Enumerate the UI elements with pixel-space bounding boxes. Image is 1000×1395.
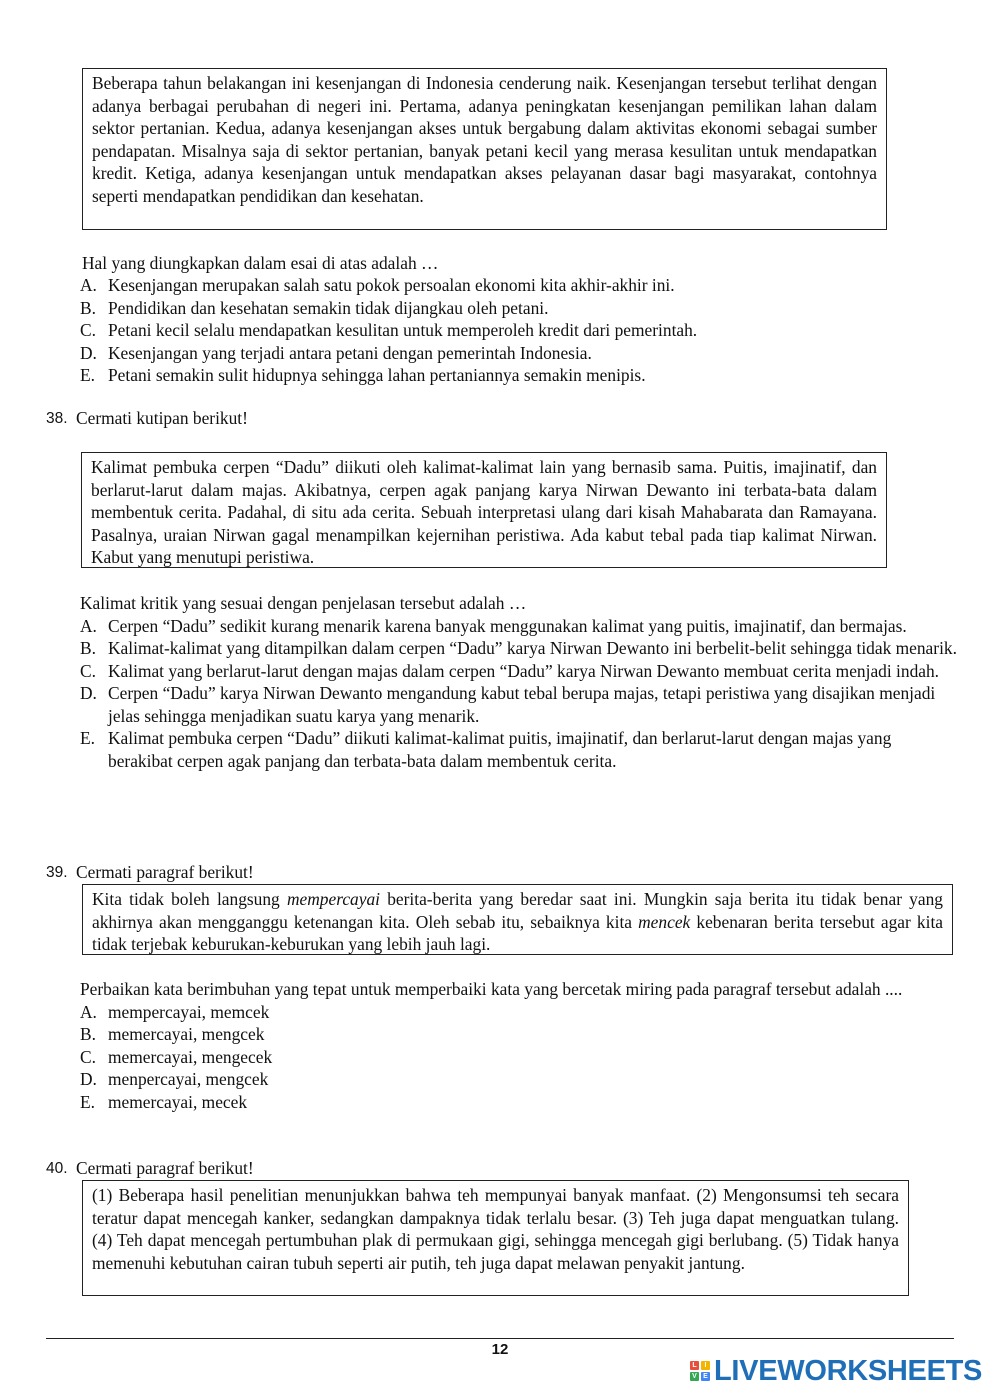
option-text: menpercayai, mengcek (108, 1069, 269, 1089)
q39-option-e[interactable] (80, 1091, 953, 1114)
q39-italic-word-1: mempercayai (286, 889, 380, 909)
q37-passage-box (82, 68, 887, 230)
option-text: Cerpen “Dadu” sedikit kurang menarik karena banyak menggunakan kalimat yang puitis, imajinatif, dan bermajas. (108, 615, 907, 636)
q38-passage: Kalimat pembuka cerpen “Dadu” diikuti oleh kalimat-kalimat lain yang bernasib sama. Puitis, imajinatif, dan berlarut-larut dalam majas. Akibatnya, cerpen agak panjang karya Nirwan Dewanto ini terbata-bata dalam membentuk cerita. Padahal, di situ ada cerita. Sebuah interpretasi ulang dari kisah Mahabarata dan Ramayana. Pasalnya, uraian Nirwan gagal menampilkan kejernihan peristiwa. Ada kabut tebal pada tiap kalimat Nirwan. Kabut yang menutupi peristiwa. (91, 457, 877, 567)
q38-option-e[interactable] (80, 727, 960, 772)
q40-passage-box (82, 1180, 909, 1296)
option-letter: B. (80, 638, 96, 658)
option-letter: D. (80, 1069, 97, 1089)
option-text: Kesenjangan merupakan salah satu pokok persoalan ekonomi kita akhir-akhir ini. (108, 275, 675, 295)
logo-letter-i: I (701, 1361, 710, 1370)
option-text: Kesenjangan yang terjadi antara petani dengan pemerintah Indonesia. (108, 342, 592, 363)
q37-option-e[interactable] (80, 364, 960, 387)
q39-passage (92, 888, 943, 956)
option-letter: D. (80, 342, 97, 363)
page-number: 12 (491, 1341, 509, 1358)
q37-option-c[interactable] (80, 319, 960, 342)
q37-stem: Hal yang diungkapkan dalam esai di atas adalah … (82, 253, 439, 273)
logo-wordmark: LIVEWORKSHEETS (714, 1354, 983, 1387)
option-text: Kalimat pembuka cerpen “Dadu” diikuti kalimat-kalimat puitis, imajinatif, dan berlarut-larut dengan majas yang berakibat cerpen agak panjang dan terbata-bata dalam membentuk cerita. (108, 728, 892, 771)
q40-title: Cermati paragraf berikut! (76, 1158, 254, 1178)
option-letter: E. (80, 1091, 95, 1112)
q40-passage: (1) Beberapa hasil penelitian menunjukkan bahwa teh mempunyai banyak manfaat. (2) Mengonsumsi teh secara teratur dapat mencegah kanker, sedangkan dampaknya tidak terlalu besar. (3) Teh juga dapat menguatkan tulang. (4) Teh dapat mencegah pertumbuhan plak di permukaan gigi, sehingga mencegah gigi berlubang. (5) Tidak hanya memenuhi kebutuhan cairan tubuh seperti air putih, teh juga dapat melawan penyakit jantung. (92, 1185, 899, 1273)
option-letter: E. (80, 728, 95, 748)
q38-passage-box (81, 452, 887, 568)
logo-letter-v: V (690, 1372, 699, 1381)
q39-number: 39. (46, 864, 68, 881)
q39-option-c[interactable] (80, 1046, 953, 1069)
option-letter: C. (80, 1046, 96, 1067)
option-letter: A. (80, 1001, 97, 1022)
q39-italic-word-2: mencek (638, 911, 691, 932)
q38-option-d[interactable] (80, 682, 960, 727)
q39-stem: Perbaikan kata berimbuhan yang tepat untuk memperbaiki kata yang bercetak miring pada paragraf tersebut adalah .... (80, 979, 903, 999)
q39-option-d[interactable] (80, 1068, 953, 1091)
option-letter: C. (80, 660, 96, 681)
logo-letter-e: E (701, 1372, 710, 1381)
q39-option-a[interactable] (80, 1001, 953, 1024)
q37-option-b[interactable] (80, 297, 960, 320)
logo-icon (690, 1361, 710, 1381)
option-letter: C. (80, 320, 96, 340)
option-text: memercayai, mengecek (108, 1046, 273, 1067)
option-letter: B. (80, 1024, 96, 1044)
q37-option-a[interactable] (80, 274, 960, 297)
q39-question (80, 978, 953, 1113)
q38-number: 38. (46, 410, 68, 427)
option-letter: A. (80, 615, 97, 636)
q38-title: Cermati kutipan berikut! (76, 408, 248, 428)
option-text: Petani kecil selalu mendapatkan kesulitan untuk memperoleh kredit dari pemerintah. (108, 320, 698, 340)
q38-option-c[interactable] (80, 660, 960, 683)
option-letter: A. (80, 275, 97, 295)
option-text: memercayai, mengcek (108, 1024, 265, 1044)
q39-title: Cermati paragraf berikut! (76, 862, 254, 882)
q38-option-b[interactable] (80, 637, 960, 660)
liveworksheets-logo[interactable] (690, 1355, 982, 1387)
option-letter: D. (80, 683, 97, 703)
q39-passage-part3: kebenaran berita tersebut agar kita tidak terjebak keburukan-keburukan yang lebih jauh lagi. (92, 911, 943, 954)
logo-letter-l: L (690, 1361, 699, 1370)
q39-passage-box (82, 884, 953, 955)
option-letter: E. (80, 365, 95, 385)
option-text: Petani semakin sulit hidupnya sehingga lahan pertaniannya semakin menipis. (108, 365, 646, 385)
option-text: memercayai, mecek (108, 1091, 248, 1112)
option-text: Pendidikan dan kesehatan semakin tidak dijangkau oleh petani. (108, 297, 549, 318)
q39-passage-part1: Kita tidak boleh langsung (92, 889, 287, 909)
footer-rule (46, 1338, 954, 1339)
q37-passage: Beberapa tahun belakangan ini kesenjangan di Indonesia cenderung naik. Kesenjangan tersebut terlihat dengan adanya berbagai perubahan di negeri ini. Pertama, adanya peningkatan kesenjangan pemilikan lahan dalam sektor pertanian. Kedua, adanya kesenjangan akses untuk bergabung dalam aktivitas ekonomi sebagai sumber pendapatan. Misalnya saja di sektor pertanian, banyak petani kecil yang merasa kesulitan untuk mendapatkan kredit. Ketiga, adanya kesenjangan untuk mendapatkan akses pelayanan dasar bagi masyarakat, contohnya seperti mendapatkan pendidikan dan kesehatan. (92, 73, 877, 206)
option-text: Kalimat yang berlarut-larut dengan majas dalam cerpen “Dadu” karya Nirwan Dewanto membuat cerita menjadi indah. (108, 660, 940, 681)
q39-option-b[interactable] (80, 1023, 953, 1046)
q39-passage-part2: berita-berita yang beredar saat ini. Mungkin saja berita itu tidak benar yang akhirnya akan mengganggu ketenangan kita. Oleh sebab itu, sebaiknya kita (92, 889, 943, 932)
q38-stem: Kalimat kritik yang sesuai dengan penjelasan tersebut adalah … (80, 593, 527, 613)
q38-question (80, 592, 960, 772)
q37-option-d[interactable] (80, 342, 960, 365)
option-text: Kalimat-kalimat yang ditampilkan dalam cerpen “Dadu” karya Nirwan Dewanto ini berbelit-belit sehingga tidak menarik. (108, 638, 957, 658)
option-text: mempercayai, memcek (108, 1001, 270, 1022)
option-letter: B. (80, 297, 96, 318)
q40-number: 40. (46, 1160, 68, 1177)
q38-option-a[interactable] (80, 615, 960, 638)
q37-question (82, 252, 952, 275)
q37-options (80, 274, 960, 387)
option-text: Cerpen “Dadu” karya Nirwan Dewanto mengandung kabut tebal berupa majas, tetapi peristiwa yang disajikan menjadi jelas sehingga menjadikan suatu karya yang menarik. (108, 683, 936, 726)
